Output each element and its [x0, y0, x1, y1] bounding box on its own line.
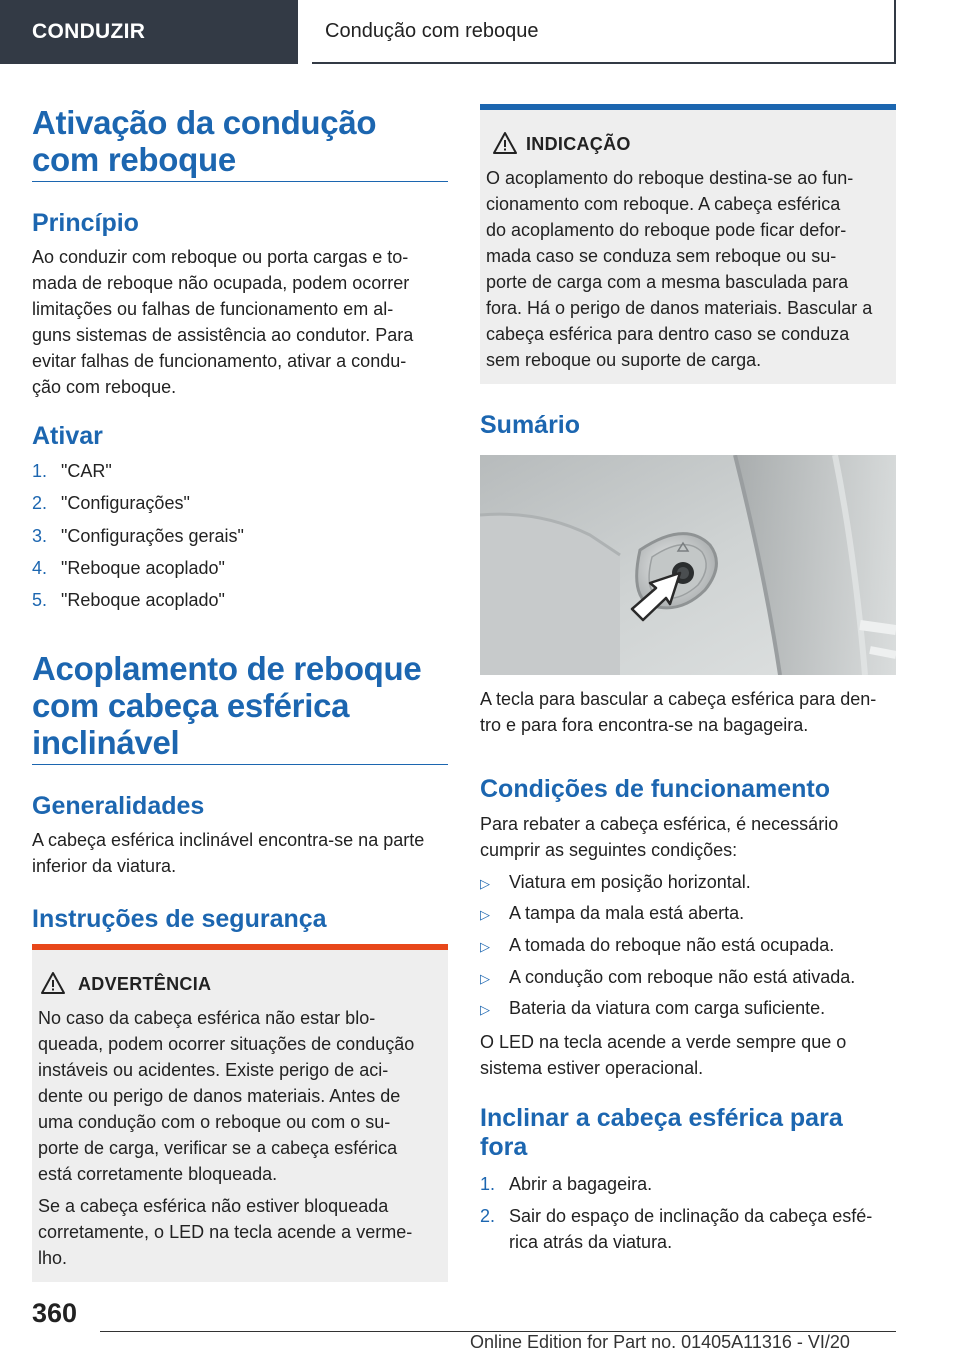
heading-generalidades: Generalidades: [32, 792, 205, 820]
heading-inclinar: Inclinar a cabeça esférica para fora: [480, 1104, 843, 1161]
heading-acoplamento: Acoplamento de reboque com cabeça esférica inclinável: [32, 650, 422, 761]
principio-text: Ao conduzir com reboque ou porta cargas e to- mada de reboque não ocupada, podem ocorrer limitações ou falhas de funcionamento em al- guns sistemas de assistência ao condutor. Para evitar falhas de funcionamento, ativar a condu- ção com reboque.: [32, 247, 414, 397]
notice-bar: [480, 104, 896, 110]
heading-rule: [32, 764, 448, 765]
notice-label: INDICAÇÃO: [526, 134, 631, 154]
page-header-title: Condução com reboque: [325, 19, 539, 42]
trunk-button-photo: [480, 455, 896, 675]
heading-principio: Princípio: [32, 209, 139, 237]
warning-text: No caso da cabeça esférica não estar blo- queada, podem ocorrer situações de condução instáveis ou acidentes. Existe perigo de aci- dente ou perigo de danos materiais. Antes de uma condução com o reboque ou com o su- porte de carga, verificar se a cabeça esférica está corretamente bloqueada. Se a cabeça esférica não estiver bloqueada corretamente, o LED na tecla acende a verme- lho.: [38, 1008, 415, 1268]
warning-label: ADVERTÊNCIA: [78, 974, 212, 994]
heading-ativacao: Ativação da condução com reboque: [32, 104, 377, 178]
condicoes-outro: O LED na tecla acende a verde sempre que o sistema estiver operacional.: [480, 1032, 847, 1078]
footer-edition: Online Edition for Part no. 01405A11316 - VI/20: [470, 1332, 850, 1352]
warning-icon: [40, 971, 66, 995]
heading-condicoes: Condições de funcionamento: [480, 775, 831, 803]
section-label: CONDUZIR: [32, 20, 146, 43]
page-number: 360: [32, 1298, 78, 1328]
heading-instrucoes: Instruções de segurança: [32, 905, 327, 933]
warning-icon: [492, 131, 518, 155]
generalidades-text: A cabeça esférica inclinável encontra-se na parte inferior da viatura.: [32, 830, 425, 876]
heading-ativar: Ativar: [32, 422, 103, 450]
warning-box: [32, 944, 448, 1282]
condicoes-intro: Para rebater a cabeça esférica, é necessário cumprir as seguintes condições:: [480, 814, 839, 860]
heading-rule: [32, 181, 448, 182]
warning-bar: [32, 944, 448, 950]
notice-box: [480, 104, 896, 384]
notice-text: O acoplamento do reboque destina-se ao fun- cionamento com reboque. A cabeça esférica do acoplamento do reboque pode ficar defor- mada caso se conduza sem reboque ou su- porte de carga com a mesma basculada para fora. Há o perigo de danos materiais. Bascular a cabeça esférica para dentro caso se conduza sem reboque ou suporte de carga.: [486, 168, 873, 370]
section-tab: [0, 0, 298, 64]
sumario-caption: A tecla para bascular a cabeça esférica para den- tro e para fora encontra-se na bagageira.: [480, 689, 877, 735]
page-header-title-box: [312, 0, 896, 64]
heading-sumario: Sumário: [480, 411, 581, 439]
